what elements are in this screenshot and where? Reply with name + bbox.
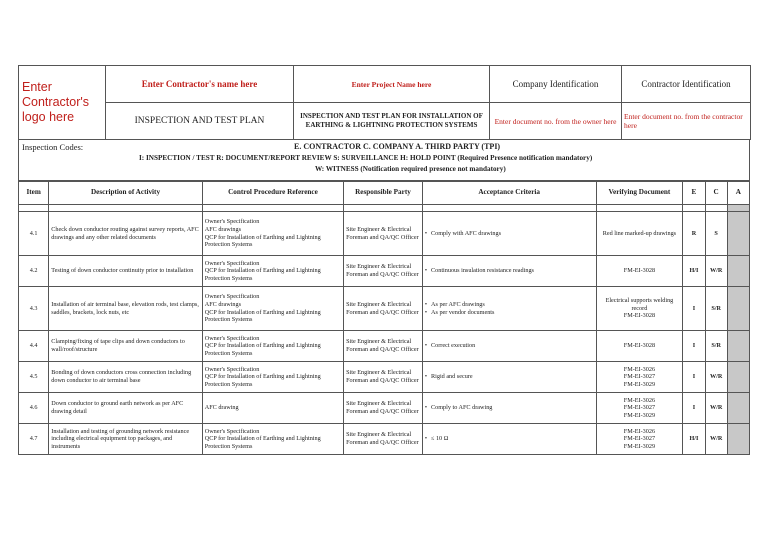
table-row (19, 331, 750, 362)
table-row (19, 287, 750, 331)
verifying-document: FM-EI-3028 (596, 256, 683, 287)
responsible-party: Site Engineer & Electrical Foreman and QA/QC Officer (344, 256, 423, 287)
col-item: Item (19, 182, 49, 205)
code-c: S/R (705, 287, 727, 331)
responsible-party: Site Engineer & Electrical Foreman and QA/QC Officer (344, 393, 423, 424)
verifying-document: Electrical supports welding record FM-EI-3028 (596, 287, 683, 331)
criteria-item: • Comply with AFC drawings (425, 230, 594, 238)
item-number: 4.1 (19, 212, 49, 256)
procedure-reference: AFC drawing (202, 393, 343, 424)
project-name: Enter Project Name here (294, 66, 490, 103)
verifying-document: Red line marked-up drawings (596, 212, 683, 256)
code-c: W/R (705, 424, 727, 455)
code-e: H/I (683, 256, 705, 287)
code-e: I (683, 287, 705, 331)
codes-label: Inspection Codes: (22, 142, 84, 152)
code-e: R (683, 212, 705, 256)
table-row (19, 212, 750, 256)
responsible-party: Site Engineer & Electrical Foreman and QA/QC Officer (344, 331, 423, 362)
contractor-logo-placeholder: Enter Contractor's logo here (19, 66, 106, 140)
activity-description: Bonding of down conductors cross connection including down conductor to air terminal base (49, 362, 202, 393)
code-a (727, 362, 749, 393)
verifying-document: FM-EI-3026 FM-EI-3027 FM-EI-3029 (596, 362, 683, 393)
verifying-document: FM-EI-3028 (596, 331, 683, 362)
activity-description: Down conductor to ground earth network as per AFC drawing detail (49, 393, 202, 424)
itp-table (18, 181, 750, 455)
procedure-reference: Owner's Specification AFC drawings QCP for Installation of Earthing and Lightning Protection Systems (202, 212, 343, 256)
code-e: I (683, 331, 705, 362)
item-number: 4.4 (19, 331, 49, 362)
acceptance-criteria (422, 287, 596, 331)
code-a (727, 424, 749, 455)
activity-description: Installation of air terminal base, elevation rods, test clamps, saddles, brackets, lock nuts, etc (49, 287, 202, 331)
col-c: C (705, 182, 727, 205)
codes-line-witness: W: WITNESS (Notification required presence not mandatory) (315, 165, 506, 173)
contractor-doc-number: Enter document no. from the contractor here (622, 103, 751, 140)
item-number: 4.3 (19, 287, 49, 331)
table-row (19, 393, 750, 424)
activity-description: Clamping/fixing of tape clips and down conductors to wall/roof/structure (49, 331, 202, 362)
code-e: H/I (683, 424, 705, 455)
criteria-item: • Rigid and secure (425, 373, 594, 381)
code-a (727, 212, 749, 256)
table-row (19, 362, 750, 393)
table-row (19, 256, 750, 287)
contractor-name: Enter Contractor's name here (106, 66, 294, 103)
procedure-reference: Owner's Specification AFC drawings QCP for Installation of Earthing and Lightning Protection Systems (202, 287, 343, 331)
criteria-item: • Comply to AFC drawing (425, 404, 594, 412)
col-e: E (683, 182, 705, 205)
procedure-reference: Owner's Specification QCP for Installation of Earthing and Lightning Protection Systems (202, 331, 343, 362)
code-c: W/R (705, 362, 727, 393)
acceptance-criteria (422, 256, 596, 287)
activity-description: Testing of down conductor continuity prior to installation (49, 256, 202, 287)
acceptance-criteria (422, 424, 596, 455)
code-e: I (683, 362, 705, 393)
code-c: S (705, 212, 727, 256)
item-number: 4.5 (19, 362, 49, 393)
procedure-reference: Owner's Specification QCP for Installation of Earthing and Lightning Protection Systems (202, 362, 343, 393)
acceptance-criteria (422, 212, 596, 256)
col-party: Responsible Party (344, 182, 423, 205)
codes-line-types: I: INSPECTION / TEST R: DOCUMENT/REPORT REVIEW S: SURVEILLANCE H: HOLD POINT (Required Presence notification mandatory) (139, 154, 593, 162)
itp-document (18, 65, 750, 455)
criteria-item: • ≤ 10 Ω (425, 435, 594, 443)
contractor-id-label: Contractor Identification (622, 66, 751, 103)
verifying-document: FM-EI-3026 FM-EI-3027 FM-EI-3029 (596, 424, 683, 455)
responsible-party: Site Engineer & Electrical Foreman and QA/QC Officer (344, 424, 423, 455)
code-a (727, 331, 749, 362)
table-row (19, 424, 750, 455)
verifying-document: FM-EI-3026 FM-EI-3027 FM-EI-3029 (596, 393, 683, 424)
responsible-party: Site Engineer & Electrical Foreman and QA/QC Officer (344, 362, 423, 393)
company-doc-number: Enter document no. from the owner here (490, 103, 622, 140)
acceptance-criteria (422, 393, 596, 424)
responsible-party: Site Engineer & Electrical Foreman and QA/QC Officer (344, 212, 423, 256)
col-description: Description of Activity (49, 182, 202, 205)
col-verifying: Verifying Document (596, 182, 683, 205)
activity-description: Check down conductor routing against survey reports, AFC drawings and any other related documents (49, 212, 202, 256)
code-c: S/R (705, 331, 727, 362)
acceptance-criteria (422, 362, 596, 393)
code-a (727, 256, 749, 287)
criteria-item: • As per AFC drawings (425, 301, 594, 309)
code-a (727, 393, 749, 424)
item-number: 4.2 (19, 256, 49, 287)
col-a: A (727, 182, 749, 205)
item-number: 4.6 (19, 393, 49, 424)
col-procedure: Control Procedure Reference (202, 182, 343, 205)
inspection-codes (18, 140, 750, 181)
criteria-item: • Correct execution (425, 342, 594, 350)
criteria-item: • As per vendor documents (425, 309, 594, 317)
code-e: I (683, 393, 705, 424)
col-criteria: Acceptance Criteria (422, 182, 596, 205)
code-c: W/R (705, 393, 727, 424)
activity-description: Installation and testing of grounding network resistance including electrical equipment top packages, and instruments (49, 424, 202, 455)
codes-line-parties: E. CONTRACTOR C. COMPANY A. THIRD PARTY (TPI) (294, 142, 501, 151)
acceptance-criteria (422, 331, 596, 362)
code-c: W/R (705, 256, 727, 287)
doc-type: INSPECTION AND TEST PLAN (106, 103, 294, 140)
item-number: 4.7 (19, 424, 49, 455)
doc-title: INSPECTION AND TEST PLAN FOR INSTALLATION OF EARTHING & LIGHTNING PROTECTION SYSTEMS (294, 103, 490, 140)
code-a (727, 287, 749, 331)
procedure-reference: Owner's Specification QCP for Installation of Earthing and Lightning Protection Systems (202, 424, 343, 455)
company-id-label: Company Identification (490, 66, 622, 103)
procedure-reference: Owner's Specification QCP for Installation of Earthing and Lightning Protection Systems (202, 256, 343, 287)
criteria-item: • Continuous insulation resistance readings (425, 267, 594, 275)
table-header-row (19, 182, 750, 205)
responsible-party: Site Engineer & Electrical Foreman and QA/QC Officer (344, 287, 423, 331)
header-table (18, 65, 751, 140)
spacer-row (19, 205, 750, 212)
